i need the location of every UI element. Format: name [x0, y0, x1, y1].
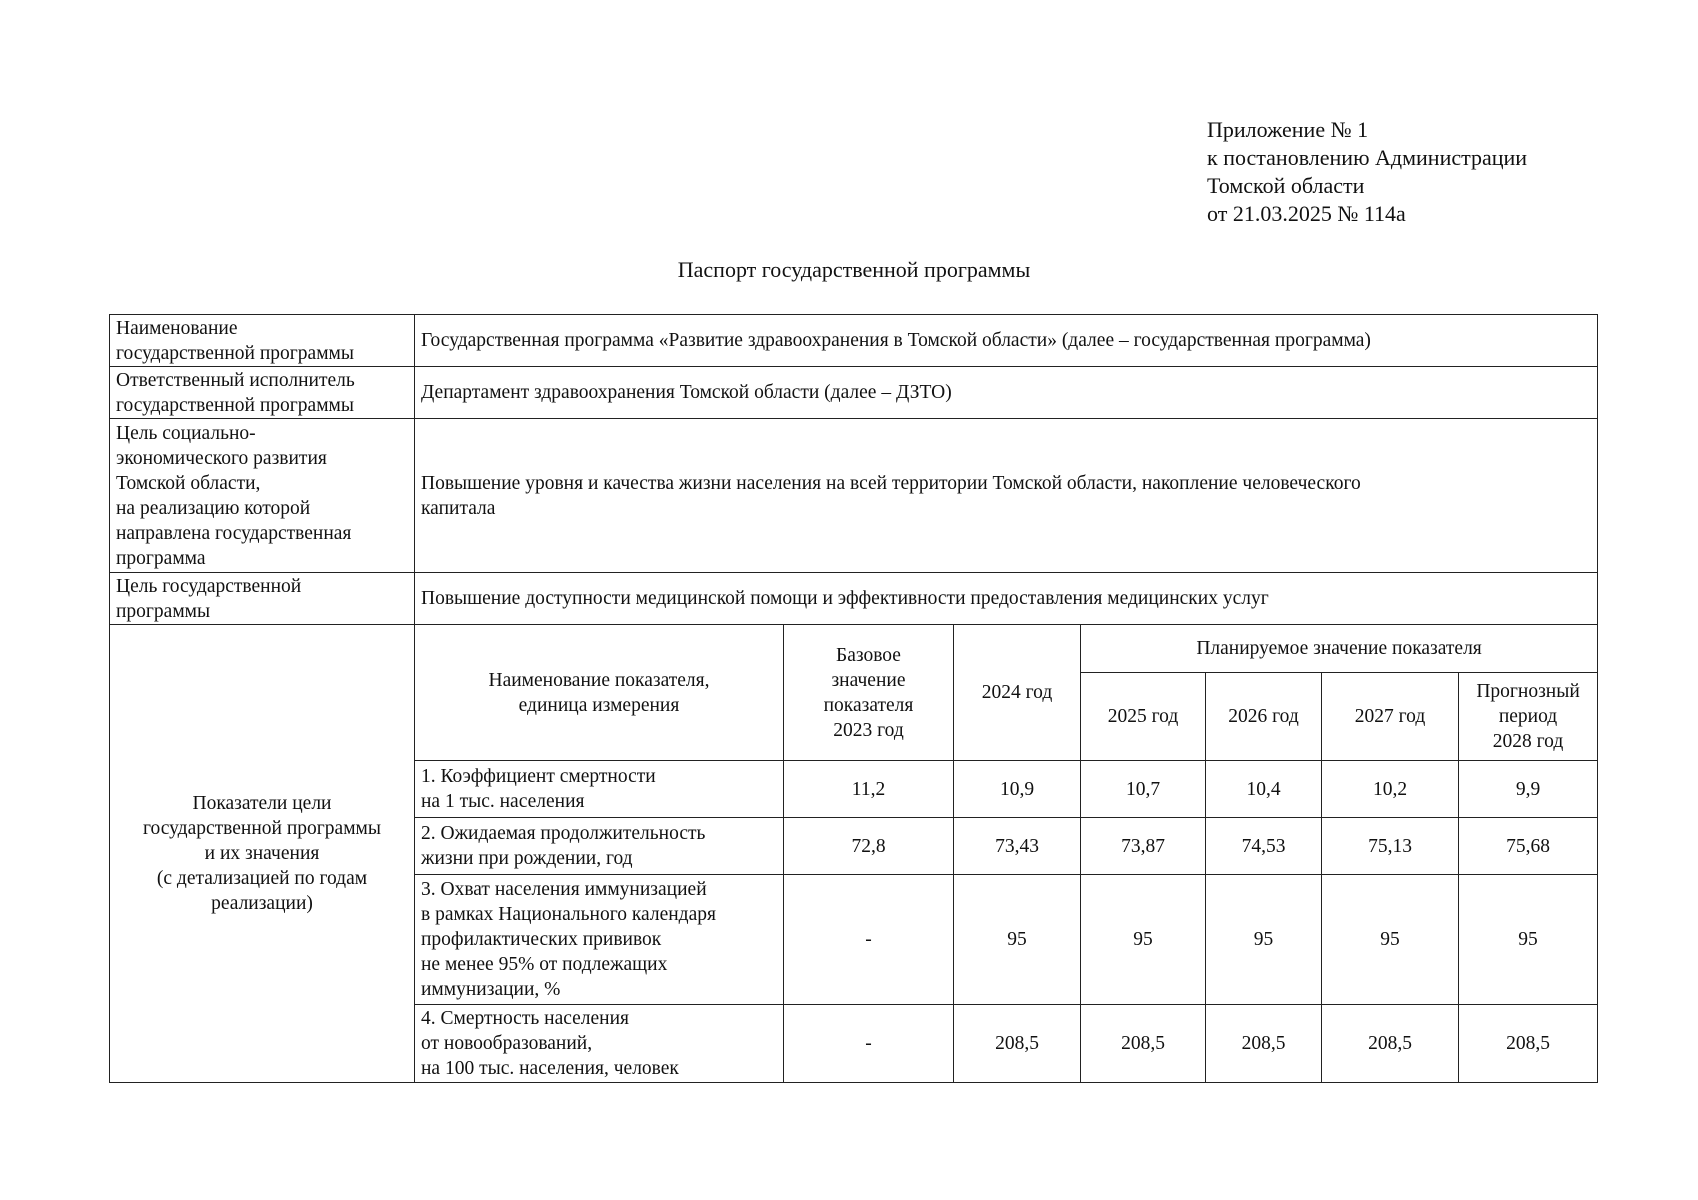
indicator-value-2025: 208,5 — [1081, 1005, 1206, 1083]
base-value-header: Базовое значение показателя 2023 год — [784, 625, 954, 761]
indicator-name: 4. Смертность населения от новообразований, на 100 тыс. населения, человек — [415, 1005, 784, 1083]
indicator-value-2026: 208,5 — [1206, 1005, 1322, 1083]
responsible-executor-row — [110, 367, 1598, 419]
socio-economic-goal-row — [110, 419, 1598, 573]
indicator-value-2024: 95 — [954, 875, 1081, 1005]
socio-economic-goal-label: Цель социально- экономического развития Томской области, на реализацию которой направлена государственная программа — [110, 419, 415, 573]
indicator-value-2028: 95 — [1459, 875, 1598, 1005]
indicator-name: 2. Ожидаемая продолжительность жизни при рождении, год — [415, 818, 784, 875]
program-name-label: Наименование государственной программы — [110, 315, 415, 367]
socio-economic-goal-value: Повышение уровня и качества жизни населения на всей территории Томской области, накопление человеческого капитала — [415, 419, 1598, 573]
indicator-base-value: 11,2 — [784, 761, 954, 818]
indicator-base-value: 72,8 — [784, 818, 954, 875]
indicator-value-2024: 10,9 — [954, 761, 1081, 818]
passport-table — [109, 314, 1598, 1083]
indicator-name-header: Наименование показателя, единица измерения — [415, 625, 784, 761]
appendix-line: Томской области — [1207, 173, 1365, 198]
indicator-value-2027: 10,2 — [1322, 761, 1459, 818]
program-name-row — [110, 315, 1598, 367]
indicator-value-2027: 208,5 — [1322, 1005, 1459, 1083]
indicator-value-2026: 95 — [1206, 875, 1322, 1005]
responsible-executor-label: Ответственный исполнитель государственной программы — [110, 367, 415, 419]
program-goal-label: Цель государственной программы — [110, 573, 415, 625]
appendix-line: от 21.03.2025 № 114а — [1207, 201, 1406, 226]
program-goal-value: Повышение доступности медицинской помощи и эффективности предоставления медицинских услуг — [415, 573, 1598, 625]
indicator-value-2027: 75,13 — [1322, 818, 1459, 875]
appendix-line: к постановлению Администрации — [1207, 145, 1528, 170]
indicator-value-2025: 95 — [1081, 875, 1206, 1005]
planned-value-header: Планируемое значение показателя — [1081, 625, 1598, 673]
indicators-header-row — [110, 625, 1598, 673]
year-2024-header: 2024 год — [954, 625, 1081, 761]
indicator-value-2028: 9,9 — [1459, 761, 1598, 818]
forecast-2028-header: Прогнозный период 2028 год — [1459, 673, 1598, 761]
indicator-value-2026: 10,4 — [1206, 761, 1322, 818]
indicator-value-2027: 95 — [1322, 875, 1459, 1005]
year-2025-header: 2025 год — [1081, 673, 1206, 761]
indicators-section-label: Показатели цели государственной программы и их значения (с детализацией по годам реализации) — [110, 625, 415, 1083]
responsible-executor-value: Департамент здравоохранения Томской области (далее – ДЗТО) — [415, 367, 1598, 419]
document-title: Паспорт государственной программы — [677, 257, 1031, 282]
program-name-value: Государственная программа «Развитие здравоохранения в Томской области» (далее – государственная программа) — [415, 315, 1598, 367]
indicator-value-2028: 75,68 — [1459, 818, 1598, 875]
appendix-line: Приложение № 1 — [1207, 117, 1369, 142]
indicator-value-2024: 73,43 — [954, 818, 1081, 875]
indicator-value-2026: 74,53 — [1206, 818, 1322, 875]
year-2026-header: 2026 год — [1206, 673, 1322, 761]
indicator-base-value: - — [784, 1005, 954, 1083]
indicator-name: 1. Коэффициент смертности на 1 тыс. населения — [415, 761, 784, 818]
indicator-value-2028: 208,5 — [1459, 1005, 1598, 1083]
indicator-name: 3. Охват населения иммунизацией в рамках Национального календаря профилактических прививок не менее 95% от подлежащих иммунизации, % — [415, 875, 784, 1005]
indicator-value-2024: 208,5 — [954, 1005, 1081, 1083]
appendix-note — [1207, 116, 1527, 228]
year-2027-header: 2027 год — [1322, 673, 1459, 761]
indicator-value-2025: 10,7 — [1081, 761, 1206, 818]
indicator-value-2025: 73,87 — [1081, 818, 1206, 875]
program-goal-row — [110, 573, 1598, 625]
indicator-base-value: - — [784, 875, 954, 1005]
